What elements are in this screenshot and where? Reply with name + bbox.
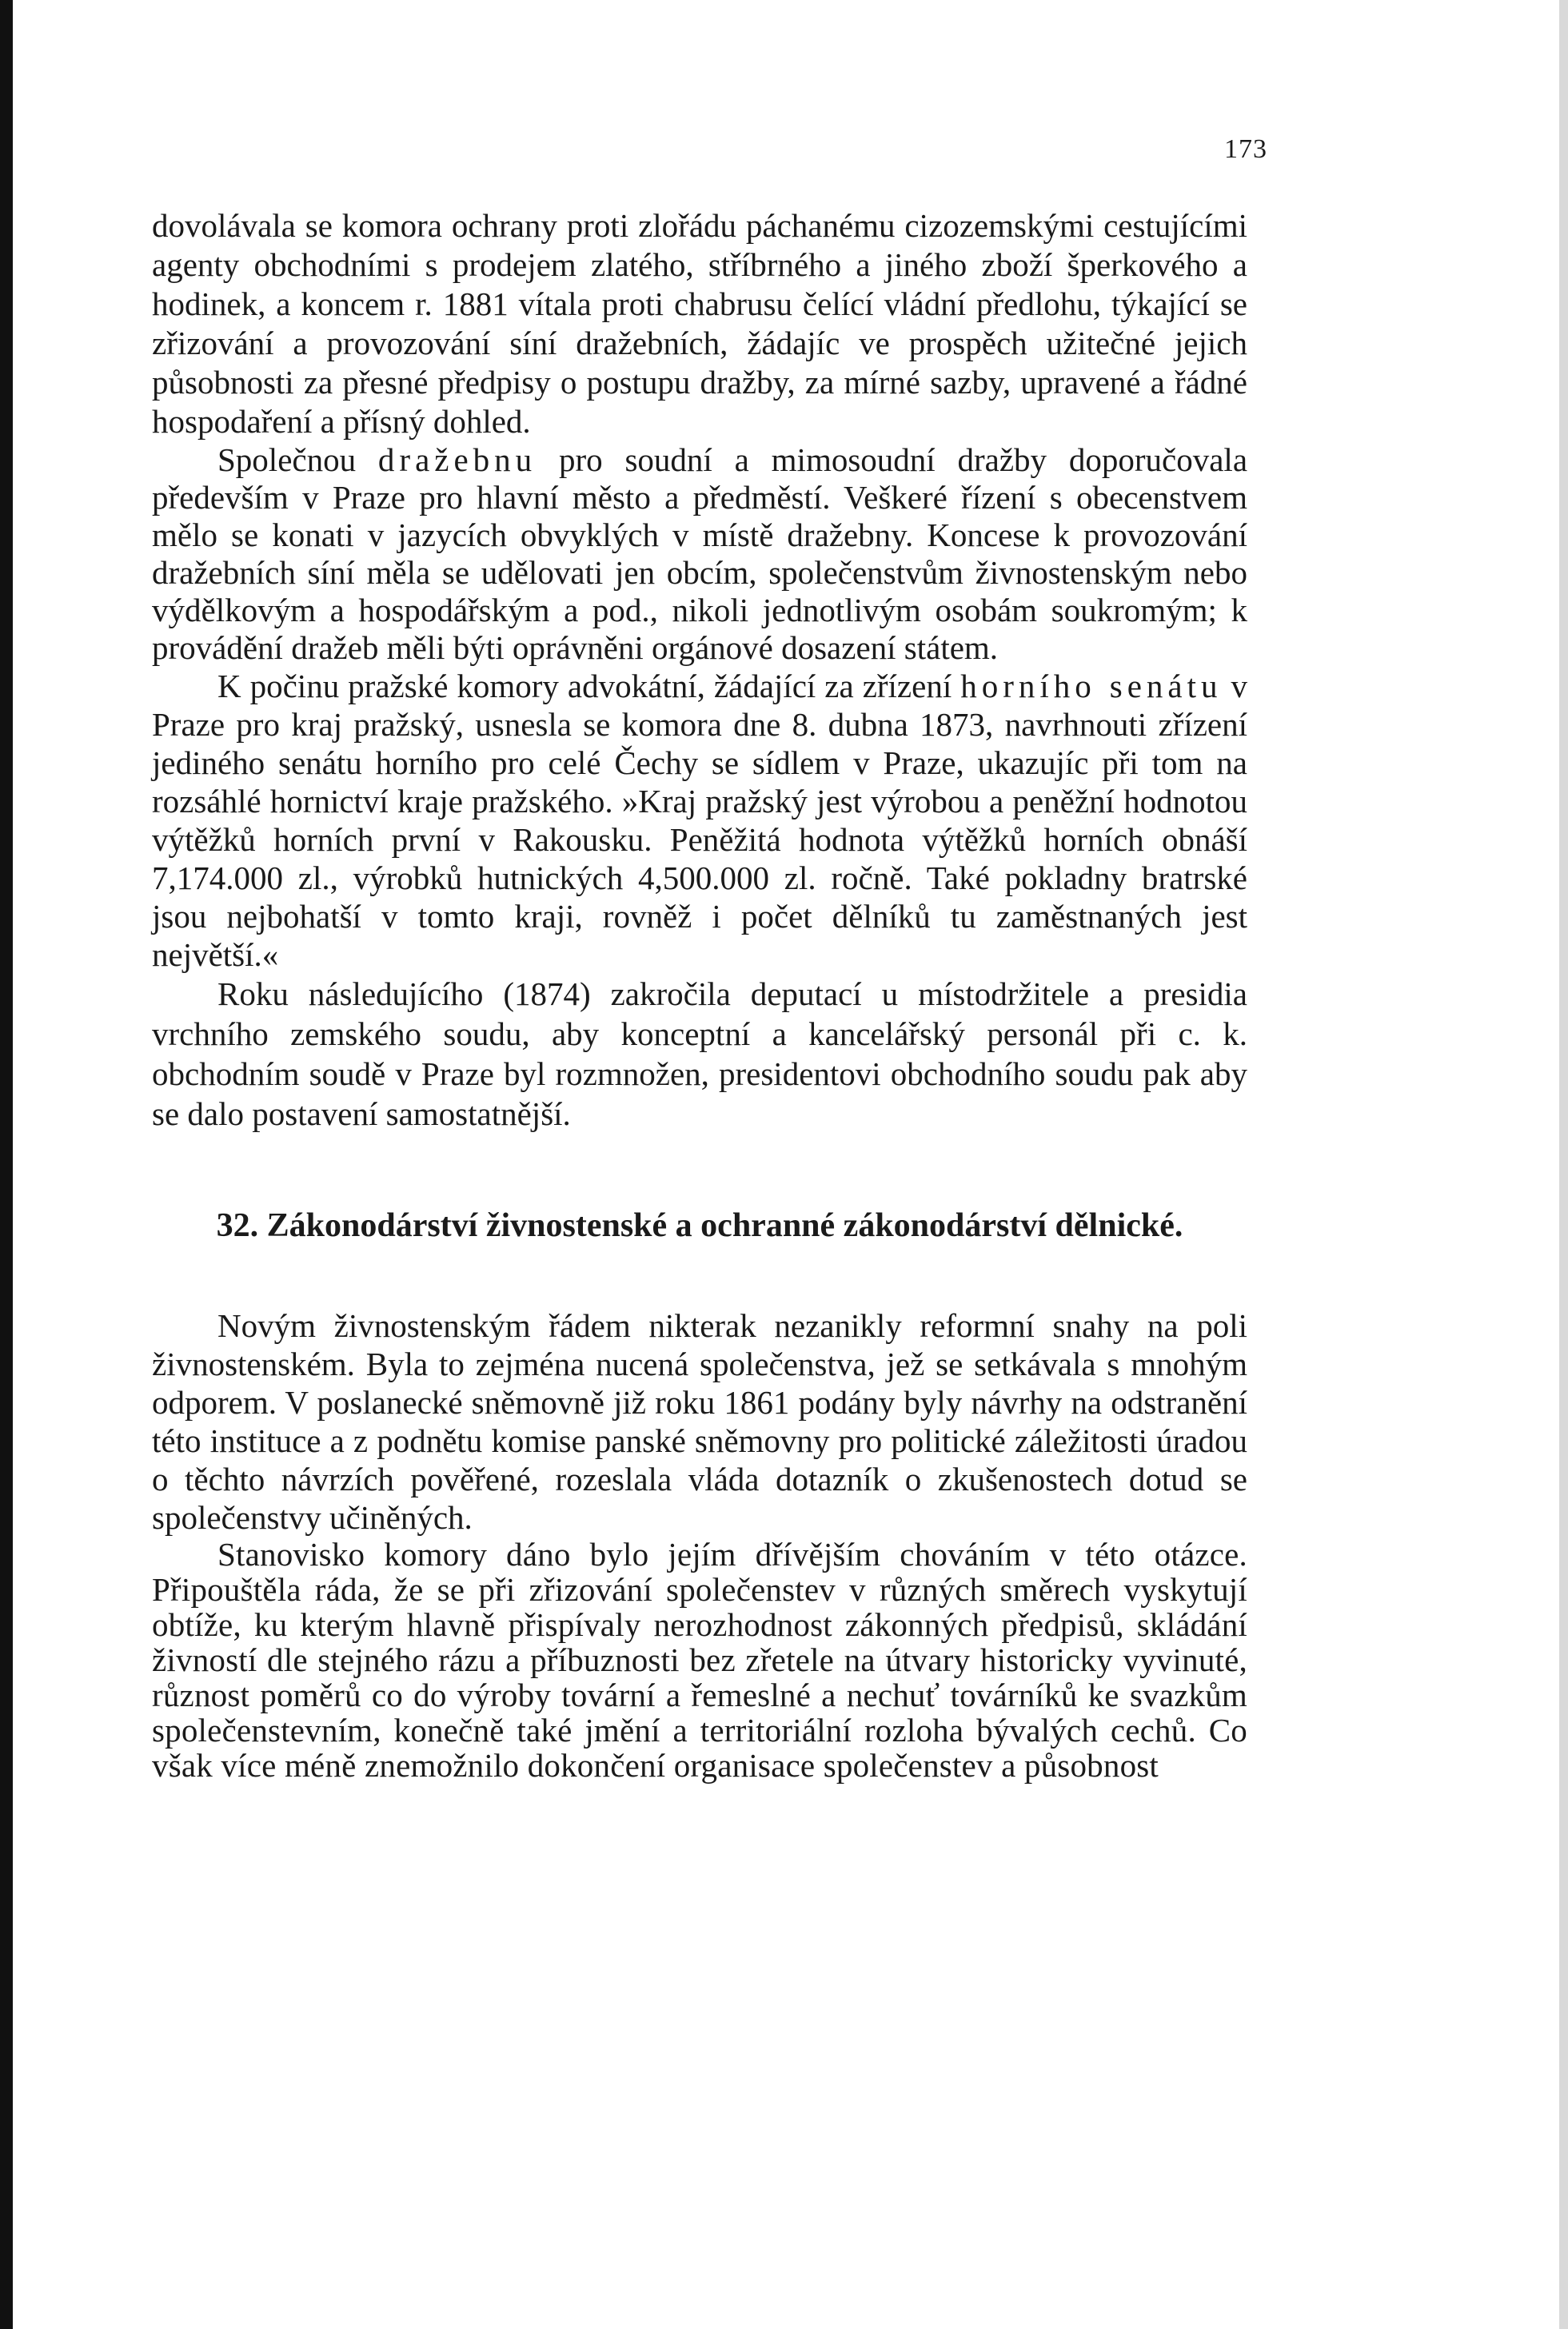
paragraph-auction-house — [152, 441, 1247, 667]
paragraph-auction-protection: dovolávala se komora ochrany proti zlořádu páchanému cizozemskými cestujícími agenty obchodními s prodejem zlatého, stříbrného a jiného zboží šperkového a hodinek, a koncem r. 1881 vítala proti chabrusu čelící vládní předlohu, týkající se zřizování a provozování síní dražebních, žádajíc ve prospěch užitečné jejich působnosti za přesné předpisy o postupu dražby, za mírné sazby, upravené a řádné hospodaření a přísný dohled. — [152, 207, 1247, 440]
scan-left-edge — [0, 0, 13, 2329]
page-body — [152, 206, 1247, 1783]
section-heading: 32. Zákonodárství živnostenské a ochranné zákonodárství dělnické. — [216, 1207, 1183, 1244]
paragraph-trade-reform: Novým živnostenským řádem nikterak nezanikly reformní snahy na poli živnostenském. Byla to zejména nucená společenstva, jež se setkávala s mnohým odporem. V poslanecké sněmovně již roku 1861 podány byly návrhy na odstranění této instituce a z podnětu komise panské sněmovny pro politické záležitosti úradou o těchto návrzích pověřené, rozeslala vláda dotazník o zkušenostech dotud se společenstvy učiněných. — [152, 1307, 1247, 1536]
paragraph-mining-senate-start: K počinu pražské komory advokátní, žádající za zřízení — [217, 668, 952, 704]
page-number: 173 — [1224, 134, 1267, 164]
paragraph-chamber-position: Stanovisko komory dáno bylo jejím dřívějším chováním v této otázce. Připouštěla ráda, že se při zřizování společenstev v různých směrech vyskytují obtíže, ku kterým hlavně přispívaly nerozhodnost zákonných předpisů, skládání živností dle stejného rázu a příbuznosti bez zřetele na útvary historicky vyvinuté, různost poměrů co do výroby tovární a řemeslné a nechuť továrníků ke svazkům společenstevním, konečně také jmění a territoriální rozloha bývalých cechů. Co však více méně znemožnilo dokončení organisace společenstev a působnost — [152, 1536, 1247, 1784]
scan-right-edge — [1559, 0, 1568, 2329]
spaced-term-horniho-senatu: horního senátu — [960, 668, 1223, 704]
paragraph-auction-house-start: Společnou — [217, 441, 357, 478]
paragraph-deputation: Roku následujícího (1874) zakročila deputací u místodržitele a presidia vrchního zemského soudu, aby konceptní a kancelářský personál při c. k. obchodním soudě v Praze byl rozmnožen, presidentovi obchodního soudu pak aby se dalo postavení samostatnější. — [152, 975, 1247, 1132]
spaced-term-drazebnu: dražebnu — [377, 441, 537, 478]
paragraph-auction-house-rest: pro soudní a mimosoudní dražby doporučovala především v Praze pro hlavní město a předměstí. Veškeré řízení s obecenstvem mělo se konati v jazycích obvyklých v místě dražebny. Koncese k provozování dražebních síní měla se udělovati jen obcím, společenstvům živnostenským nebo výdělkovým a hospodářským a pod., nikoli jednotlivým osobám soukromým; k provádění dražeb měli býti oprávněni orgánové dosazení státem. — [152, 441, 1248, 666]
paragraph-mining-senate-rest: v Praze pro kraj pražský, usnesla se komora dne 8. dubna 1873, navrhnouti zřízení jediného senátu horního pro celé Čechy se sídlem v Praze, ukazujíc při tom na rozsáhlé hornictví kraje pražského. »Kraj pražský jest výrobou a peněžní hodnotou výtěžků horních první v Rakousku. Peněžitá hodnota výtěžků horních obnáší 7,174.000 zl., výrobků hutnických 4,500.000 zl. ročně. Také pokladny bratrské jsou nejbohatší v tomto kraji, rovněž i počet dělníků tu zaměstnaných jest největší.« — [152, 668, 1247, 973]
paragraph-mining-senate — [152, 667, 1247, 974]
